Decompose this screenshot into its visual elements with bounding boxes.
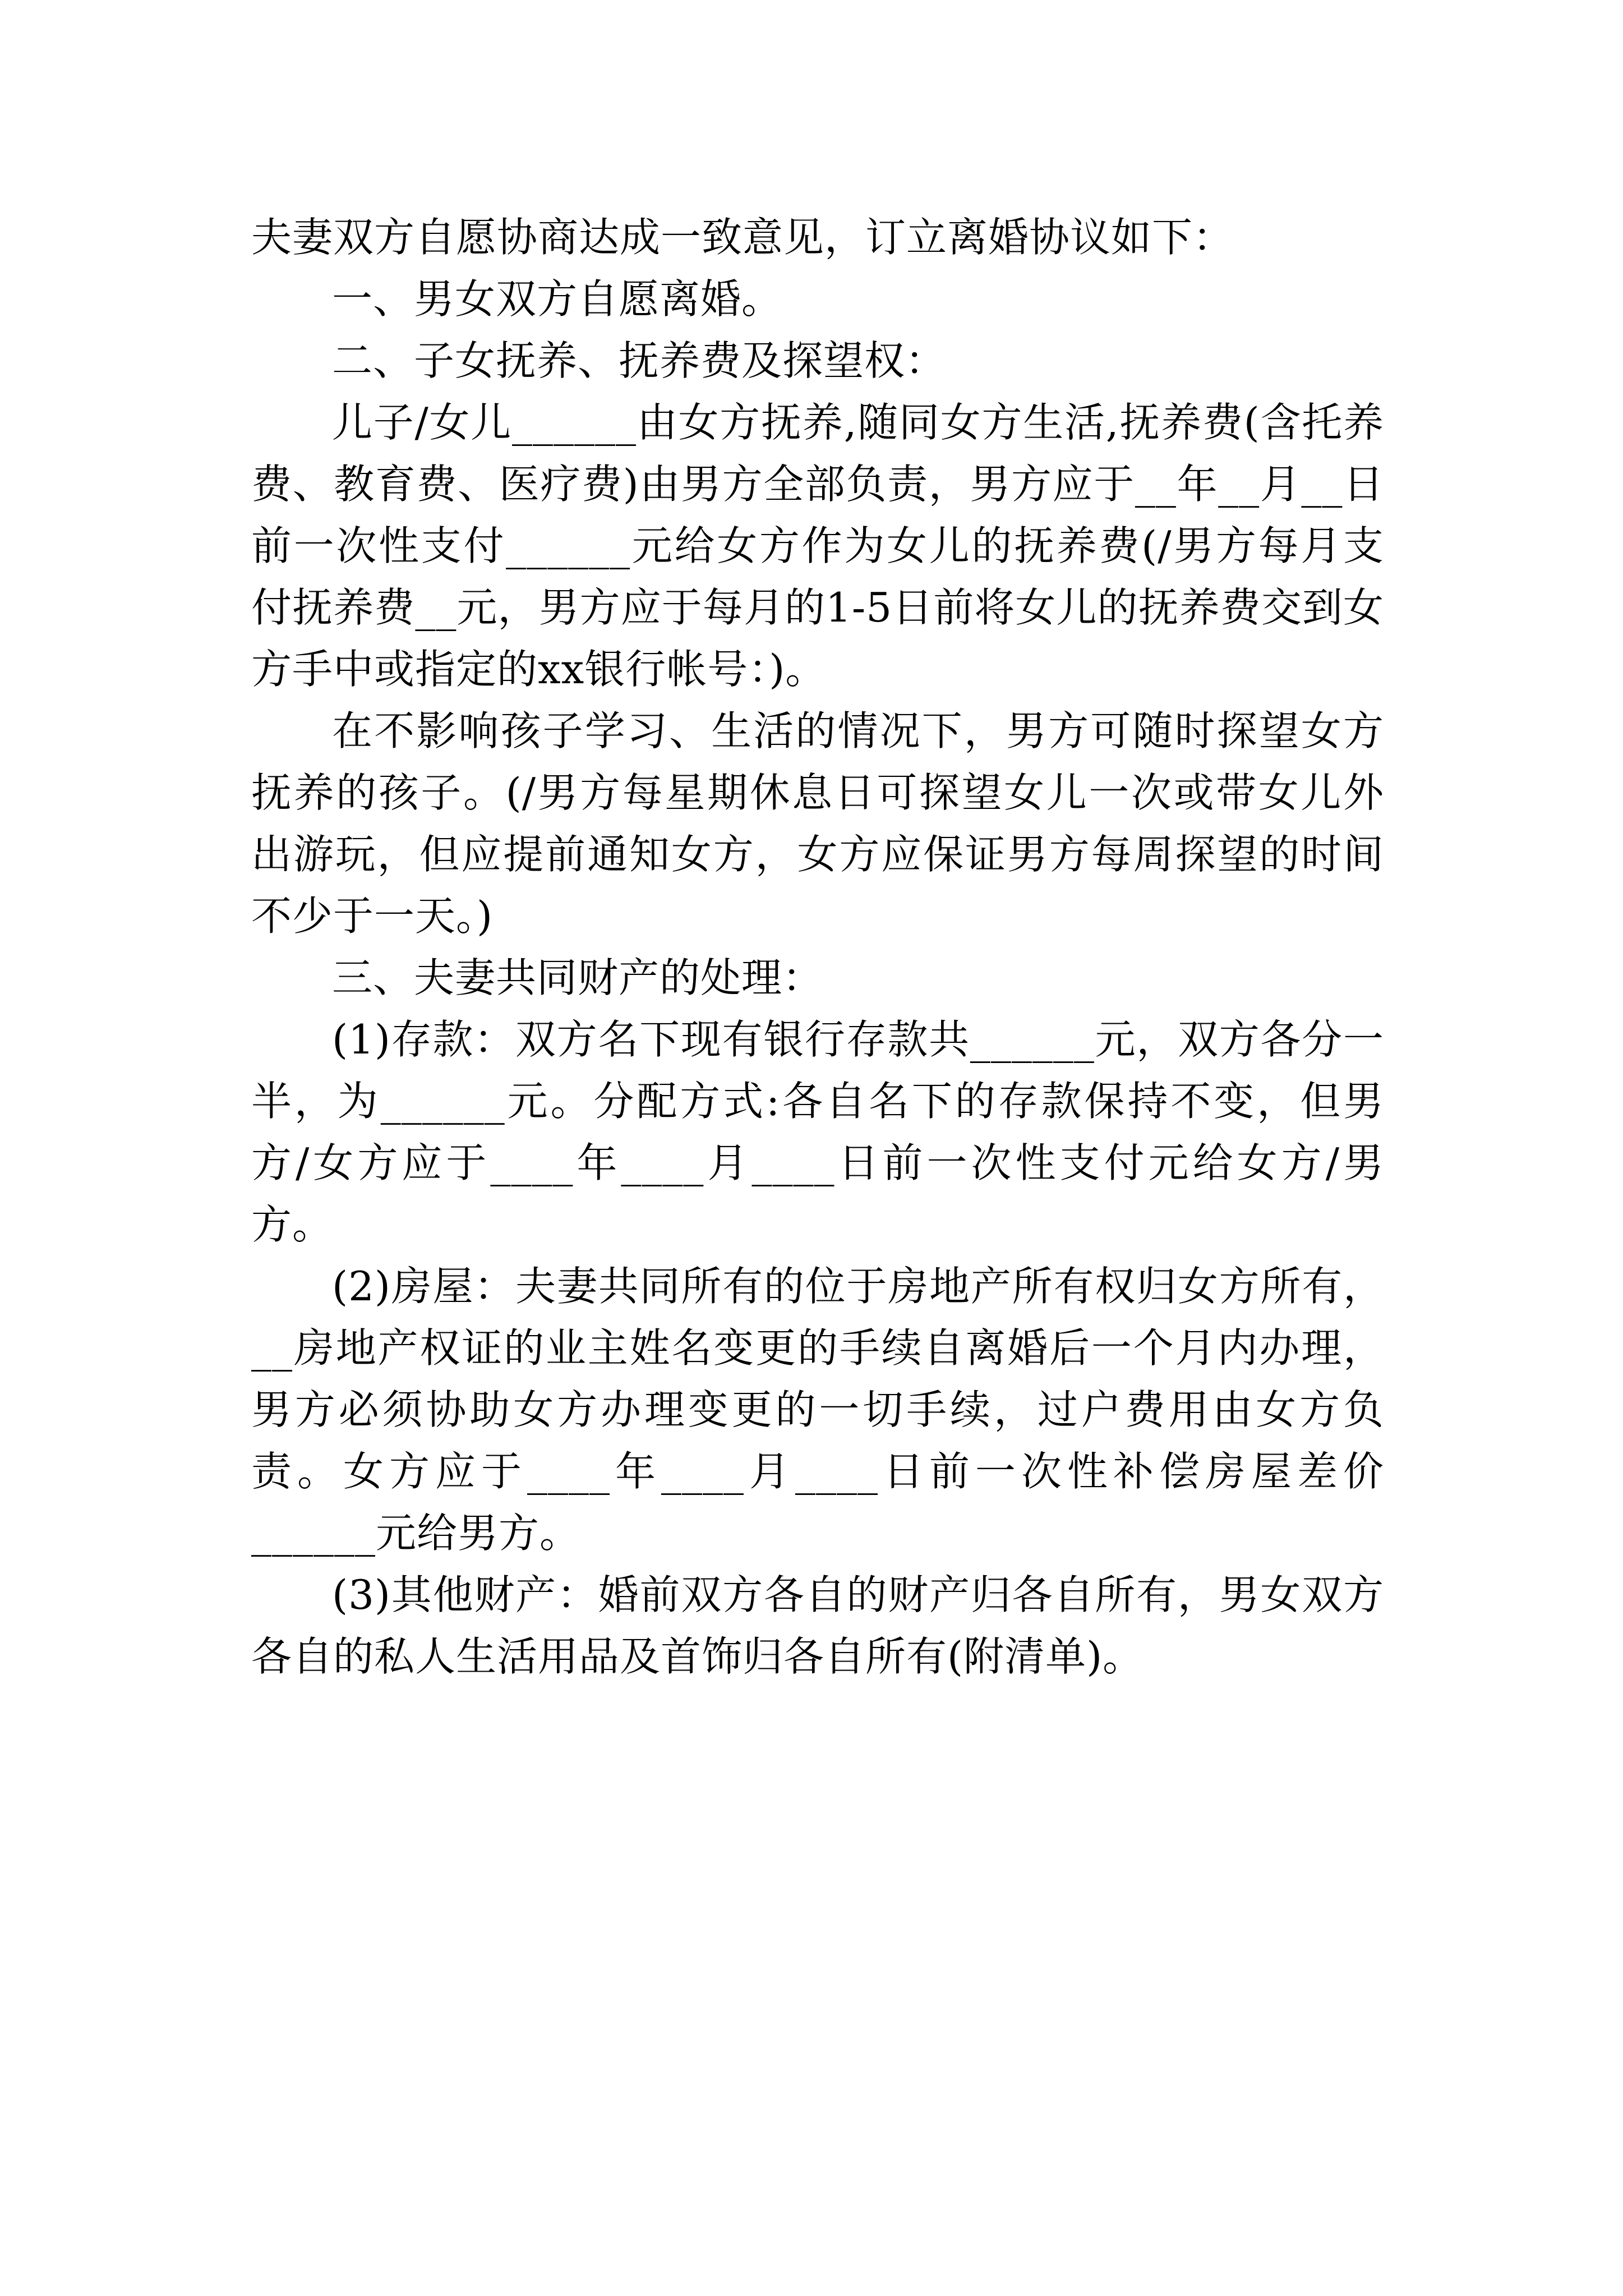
paragraph-child-custody: 儿子/女儿______由女方抚养,随同女方生活,抚养费(含托养费、教育费、医疗费)由男方全部负责，男方应于__年__月__日前一次性支付______元给女方作为女儿的抚养费(/男方每月支付抚养费__元，男方应于每月的1-5日前将女儿的抚养费交到女方手中或指定的xx银行帐号：)。 [251,399,1384,693]
paragraph-house: (2)房屋：夫妻共同所有的位于房地产所有权归女方所有，__房地产权证的业主姓名变更的手续自离婚后一个月内办理，男方必须协助女方办理变更的一切手续，过户费用由女方负责。女方应于____年____月____日前一次性补偿房屋差价______元给男方。 [251,1263,1384,1557]
document-body [251,206,1384,1687]
paragraph-intro: 夫妻双方自愿协商达成一致意见，订立离婚协议如下： [251,214,1234,261]
paragraph-clause-2-heading: 二、子女抚养、抚养费及探望权： [332,337,947,384]
paragraph-other-property: (3)其他财产：婚前双方各自的财产归各自所有，男女双方各自的私人生活用品及首饰归各自所有(附清单)。 [251,1571,1384,1680]
paragraph-visitation: 在不影响孩子学习、生活的情况下，男方可随时探望女方抚养的孩子。(/男方每星期休息日可探望女儿一次或带女儿外出游玩，但应提前通知女方，女方应保证男方每周探望的时间不少于一天。) [251,707,1384,940]
paragraph-savings: (1)存款：双方名下现有银行存款共______元，双方各分一半，为______元。分配方式:各自名下的存款保持不变，但男方/女方应于____年____月____日前一次性支付元给女方/男方。 [251,1016,1384,1248]
paragraph-clause-3-heading: 三、夫妻共同财产的处理： [332,954,824,1001]
paragraph-clause-1: 一、男女双方自愿离婚。 [332,275,783,323]
